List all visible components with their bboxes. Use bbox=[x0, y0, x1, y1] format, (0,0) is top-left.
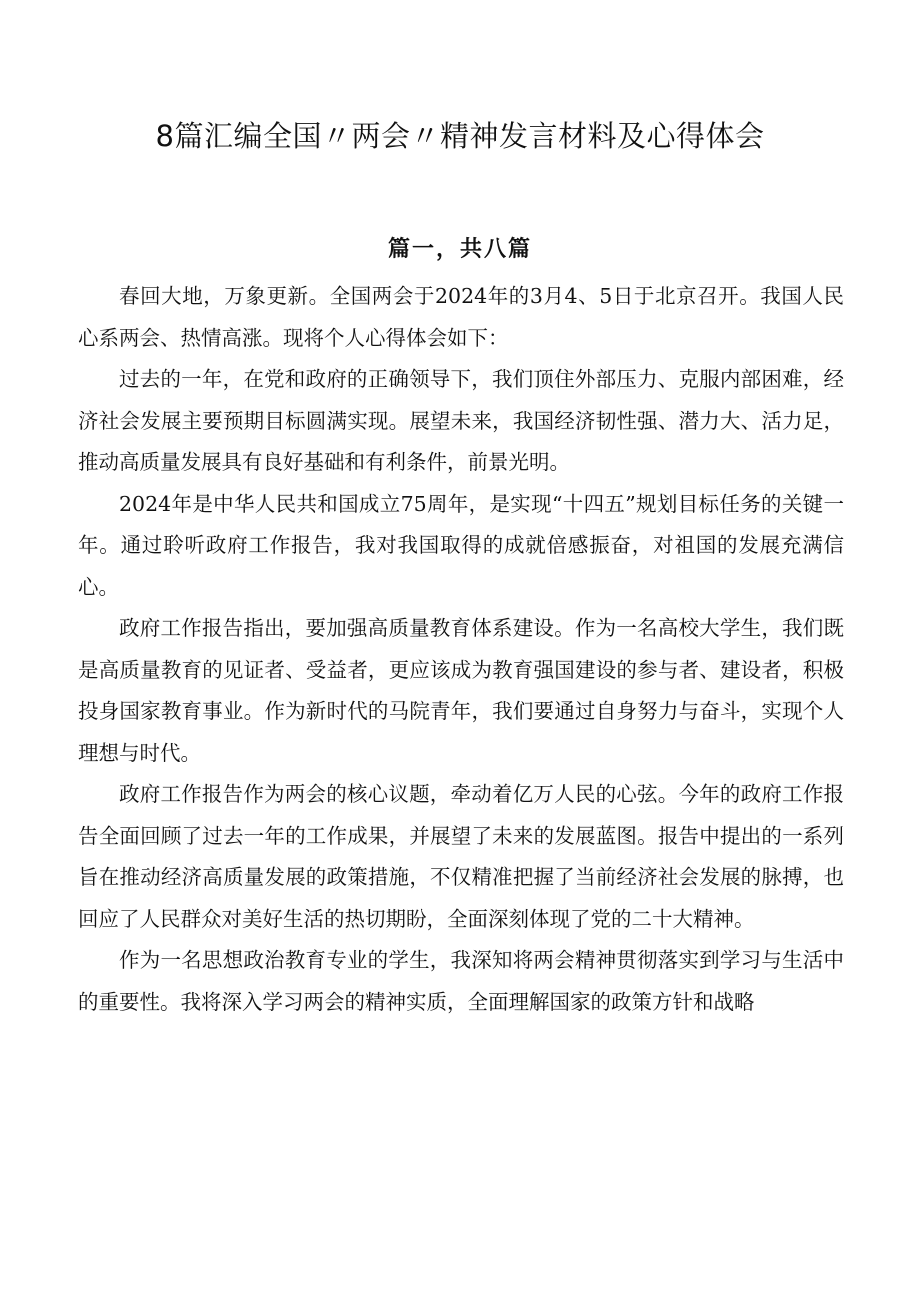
paragraph: 过去的一年，在党和政府的正确领导下，我们顶住外部压力、克服内部困难，经济社会发展主要预期目标圆满实现。展望未来，我国经济韧性强、潜力大、活力足，推动高质量发展具有良好基础和有利条件，前景光明。 bbox=[78, 367, 844, 474]
paragraph: 春回大地，万象更新。全国两会于2024年的3月4、5日于北京召开。我国人民心系两会、热情高涨。现将个人心得体会如下： bbox=[78, 284, 844, 350]
section-heading: 篇一，共八篇 bbox=[387, 236, 532, 262]
paragraph: 作为一名思想政治教育专业的学生，我深知将两会精神贯彻落实到学习与生活中的重要性。我将深入学习两会的精神实质，全面理解国家的政策方针和战略 bbox=[78, 948, 844, 1014]
paragraph: 2024年是中华人民共和国成立75周年，是实现“十四五”规划目标任务的关键一年。通过聆听政府工作报告，我对我国取得的成就倍感振奋，对祖国的发展充满信心。 bbox=[78, 491, 844, 599]
document-body bbox=[78, 276, 844, 1023]
paragraph: 政府工作报告作为两会的核心议题，牵动着亿万人民的心弦。今年的政府工作报告全面回顾了过去一年的工作成果，并展望了未来的发展蓝图。报告中提出的一系列旨在推动经济高质量发展的政策措施，不仅精准把握了当前经济社会发展的脉搏，也回应了人民群众对美好生活的热切期盼，全面深刻体现了党的二十大精神。 bbox=[78, 782, 844, 931]
document-title: 8篇汇编全国〃两会〃精神发言材料及心得体会 bbox=[155, 119, 765, 153]
paragraph: 政府工作报告指出，要加强高质量教育体系建设。作为一名高校大学生，我们既是高质量教育的见证者、受益者，更应该成为教育强国建设的参与者、建设者，积极投身国家教育事业。作为新时代的马院青年，我们要通过自身努力与奋斗，实现个人理想与时代。 bbox=[78, 616, 844, 765]
